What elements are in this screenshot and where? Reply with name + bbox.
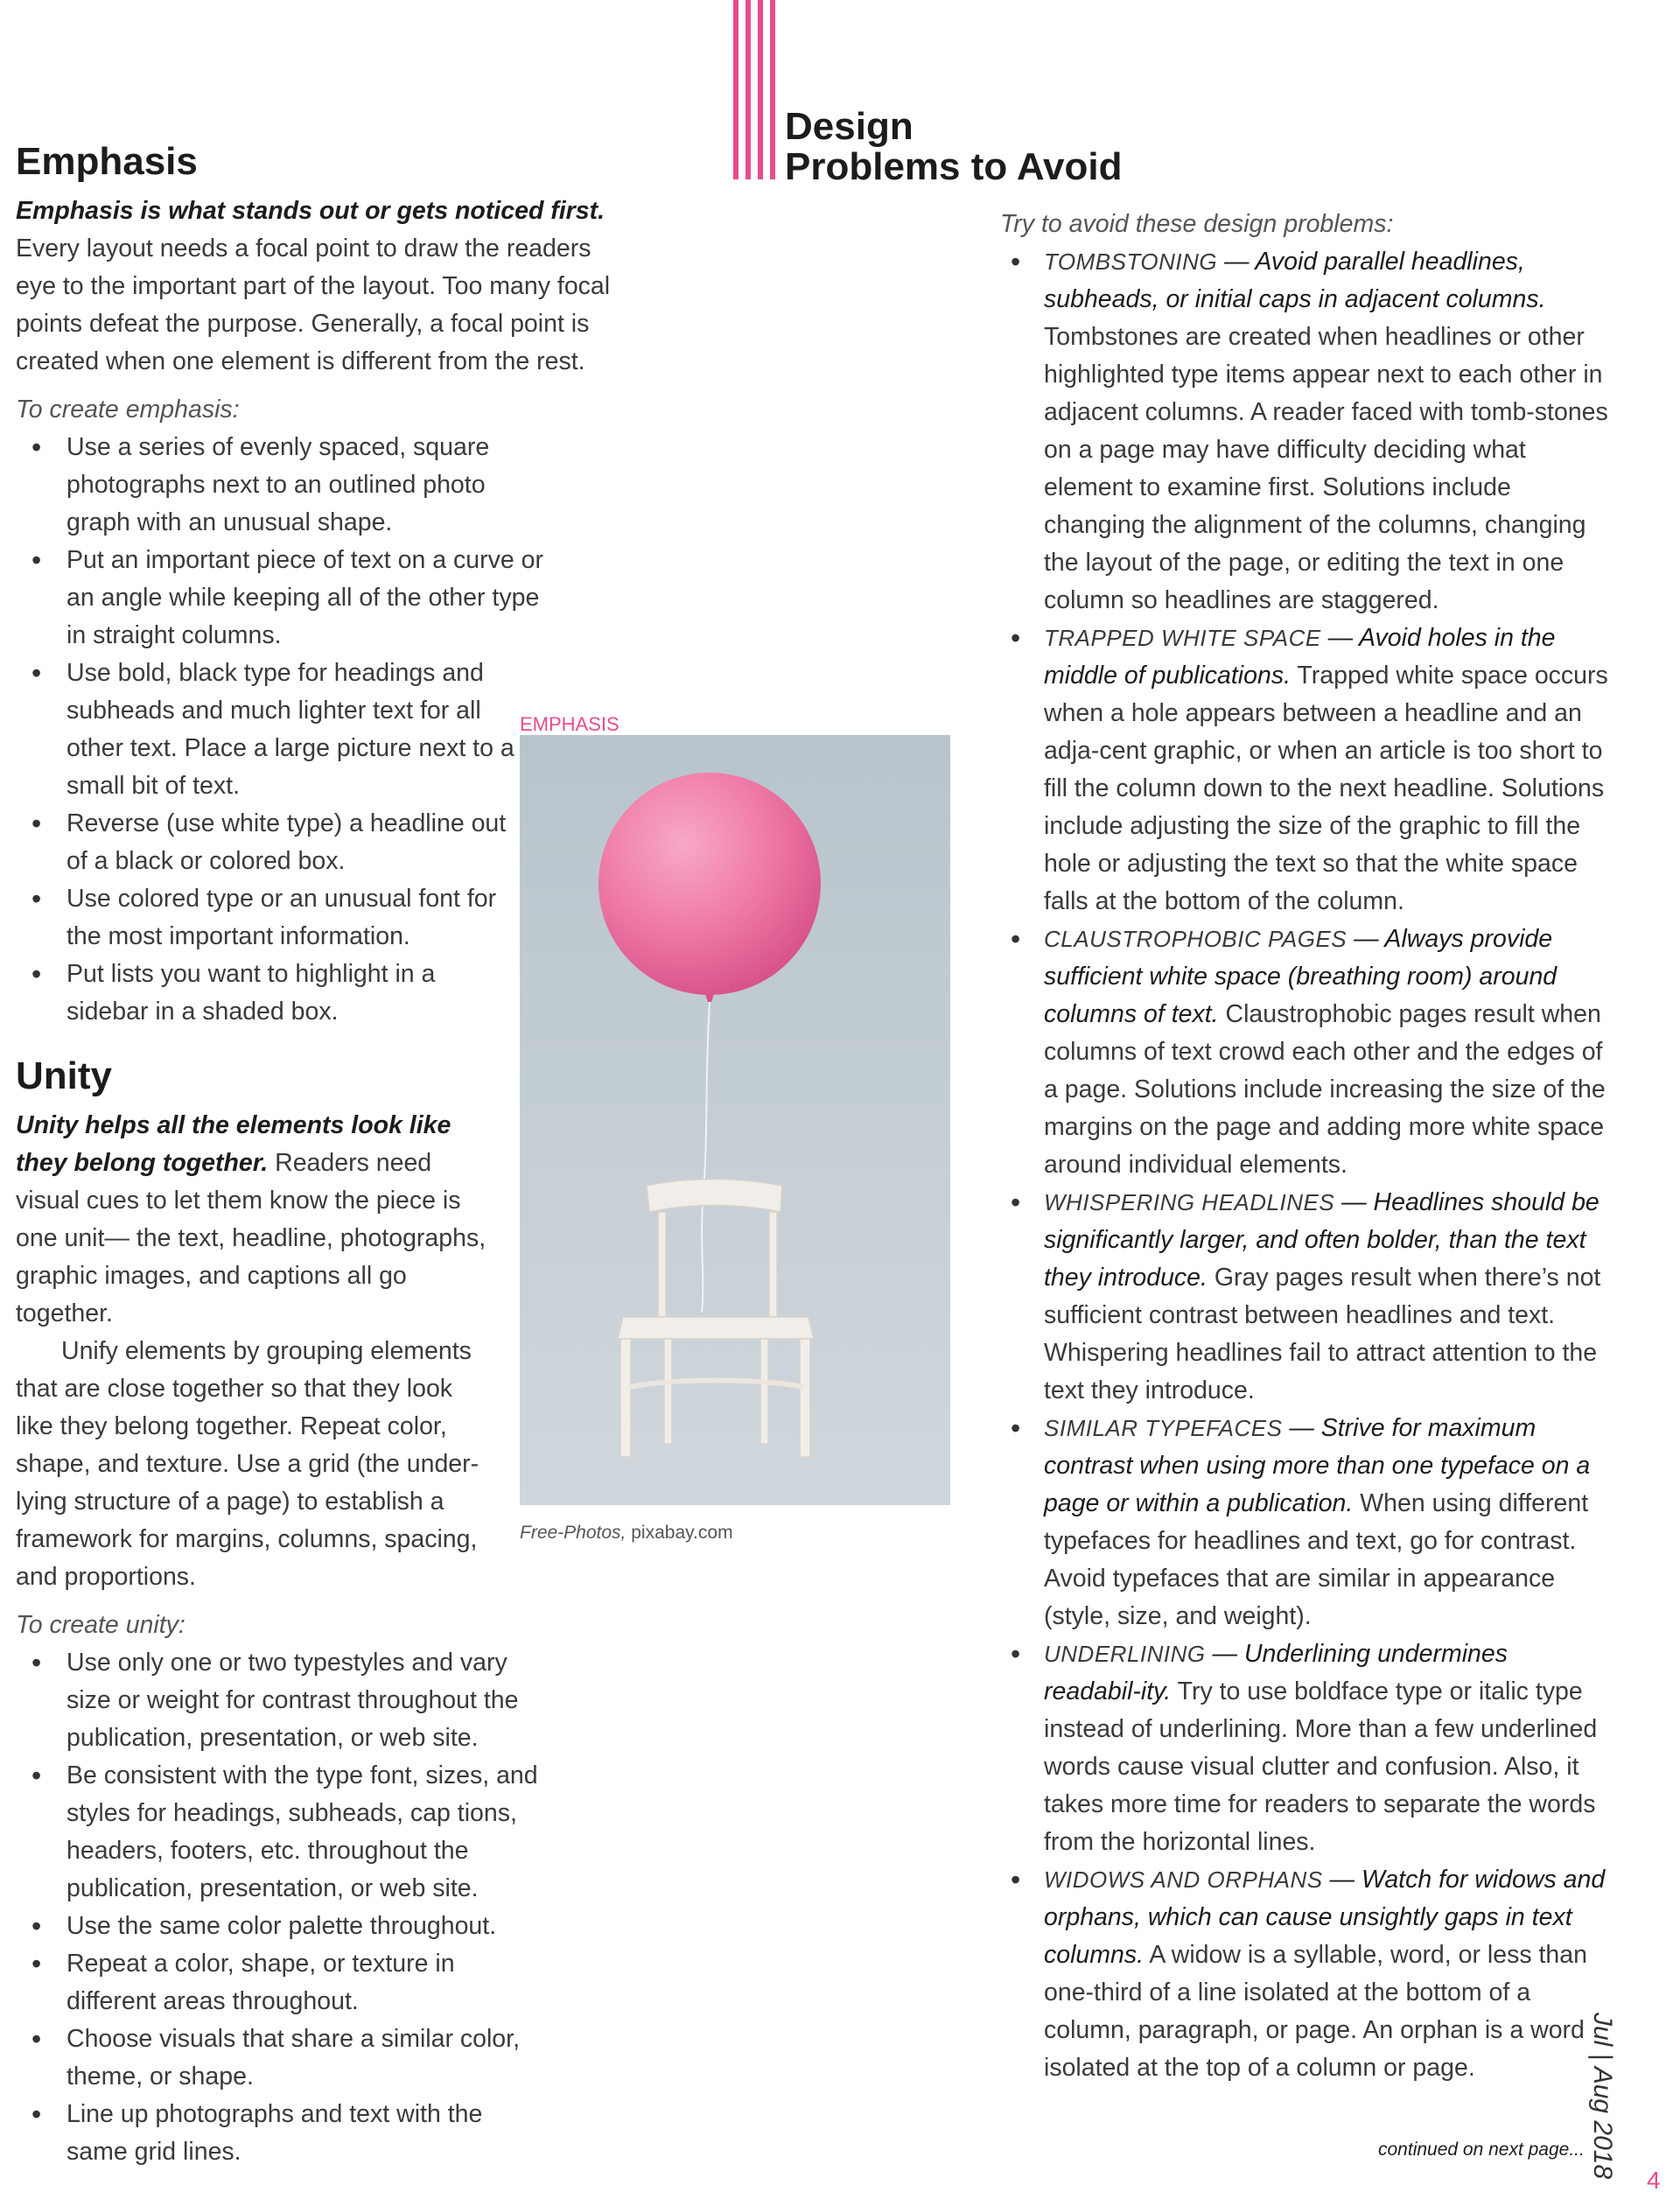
credit-site: pixabay.com	[631, 1523, 733, 1543]
unity-paragraph	[16, 1107, 488, 1333]
item-body: Gray pages result when there’s not sufficient contrast between headlines and text. Whispering headlines fail to attract attention to the text they introduce.	[1044, 1264, 1601, 1404]
emphasis-paragraph	[16, 193, 628, 381]
item-lead: — Watch for widows and orphans, which can cause unsightly gaps in text columns.	[1044, 1866, 1606, 1969]
photo-label: EMPHASIS	[520, 713, 620, 735]
accent-line-4	[770, 0, 775, 179]
unity-intro: To create unity:	[16, 1611, 186, 1639]
item-body: Claustrophobic pages result when columns of text crowd each other and the edges of a page. Solutions include increasing the size of the margins on the page and adding more white space around individual elements.	[1044, 1000, 1606, 1179]
unity-heading: Unity	[16, 1054, 112, 1097]
item-term: SIMILAR TYPEFACES	[1044, 1415, 1283, 1441]
credit-source: Free-Photos,	[520, 1523, 626, 1543]
emphasis-lead: Emphasis is what stands out or gets noticed first.	[16, 197, 606, 225]
item-term: CLAUSTROPHOBIC PAGES	[1044, 926, 1348, 952]
item-body: A widow is a syllable, word, or less than one-third of a line isolated at the bottom of a column, paragraph, or page. An orphan is a word isolated at the top of a column or page.	[1044, 1941, 1587, 2082]
design-list-item	[993, 243, 1610, 620]
item-lead: — Avoid holes in the middle of publications.	[1044, 624, 1556, 690]
design-list-item	[993, 1861, 1610, 2087]
unity-paragraph-2: Unify elements by grouping elements that are close together so that they look like they belong together. Repeat color, shape, and texture. Use a grid (the under-lying structure of a page) to establish a framework for margins, columns, spacing, and proportions.	[16, 1337, 480, 1591]
design-heading	[785, 107, 1122, 187]
balloon-chair-illustration	[520, 735, 950, 1505]
unity-list-item: • Repeat a color, shape, or texture in different areas throughout.	[16, 1945, 522, 2020]
item-lead: — Underlining undermines readabil-ity.	[1044, 1640, 1508, 1705]
emphasis-heading: Emphasis	[16, 140, 198, 183]
balloon-string	[702, 1002, 710, 1313]
design-heading-line2: Problems to Avoid	[785, 145, 1123, 188]
unity-list-item: • Line up photographs and text with the same grid lines.	[16, 2096, 522, 2171]
page-number: 4	[1647, 2167, 1661, 2194]
continued-note: continued on next page...	[1378, 2139, 1585, 2160]
photo-credit	[520, 1523, 733, 1544]
design-column	[993, 206, 1610, 2087]
emphasis-list-item: • Reverse (use white type) a headline out of a black or colored box.	[16, 805, 522, 880]
emphasis-list-item: • Use colored type or an unusual font for the most important information.	[16, 880, 522, 956]
item-term: TRAPPED WHITE SPACE	[1044, 625, 1321, 651]
issue-date: Jul | Aug 2018	[1588, 2013, 1617, 2180]
emphasis-list-item: • Use a series of evenly spaced, square photographs next to an outlined photo graph with an unusual shape.	[16, 429, 532, 542]
design-list-item	[993, 1184, 1610, 1410]
chair	[618, 1180, 814, 1458]
item-term: UNDERLINING	[1044, 1641, 1206, 1667]
item-lead: — Avoid parallel headlines, subheads, or initial caps in adjacent columns.	[1044, 248, 1546, 313]
design-list-item	[993, 921, 1610, 1184]
balloon-chair-photo	[520, 735, 950, 1505]
item-lead: — Strive for maximum contrast when using more than one typeface on a page or within a publication.	[1044, 1414, 1591, 1517]
design-list	[993, 243, 1610, 2087]
emphasis-list	[16, 429, 543, 1031]
unity-list-item: • Use only one or two typestyles and vary size or weight for contrast throughout the publication, presentation, or web site.	[16, 1644, 541, 1757]
design-list-item	[993, 620, 1610, 921]
item-body: Tombstones are created when headlines or other highlighted type items appear next to each other in adjacent columns. A reader faced with tomb-stones on a page may have difficulty deciding what element to examine first. Solutions include changing the alignment of the columns, changing the layout of the page, or editing the text in one column so headlines are staggered.	[1044, 323, 1608, 614]
design-list-item	[993, 1410, 1610, 1635]
item-term: WHISPERING HEADLINES	[1044, 1189, 1335, 1215]
unity-list-item: • Be consistent with the type font, sizes, and styles for headings, subheads, cap tions, headers, footers, etc. throughout the publication, presentation, or web site.	[16, 1757, 541, 1908]
emphasis-list-item: • Put lists you want to highlight in a sidebar in a shaded box.	[16, 956, 522, 1031]
item-lead: — Headlines should be significantly larger, and often bolder, than the text they introduce.	[1044, 1188, 1600, 1292]
design-heading-line1: Design	[785, 105, 914, 148]
accent-line-1	[733, 0, 738, 179]
item-body: Try to use boldface type or italic type instead of underlining. More than a few underlined words cause visual clutter and confusion. Also, it takes more time for readers to separate the words from the horizontal lines.	[1044, 1677, 1598, 1856]
unity-lead: Unity helps all the elements look like they belong together.	[16, 1111, 452, 1177]
emphasis-list-item: • Put an important piece of text on a curve or an angle while keeping all of the other type in straight columns.	[16, 542, 565, 655]
unity-list	[16, 1644, 541, 2171]
accent-line-2	[746, 0, 751, 179]
unity-list-item: • Choose visuals that share a similar color, theme, or shape.	[16, 2020, 541, 2096]
unity-list-item: • Use the same color palette throughout.	[16, 1908, 541, 1945]
item-term: WIDOWS AND ORPHANS	[1044, 1866, 1323, 1893]
design-list-item	[993, 1635, 1610, 1861]
item-term: TOMBSTONING	[1044, 249, 1218, 275]
item-body: Trapped white space occurs when a hole appears between a headline and an adja-cent graphic, or when an article is too short to fill the column down to the next headline. Solutions include adjusting the size of the graphic to fill the hole or adjusting the text so that the white space falls at the bottom of the column.	[1044, 662, 1608, 915]
accent-line-3	[758, 0, 763, 179]
balloon	[598, 773, 821, 995]
emphasis-list-item: • Use bold, black type for headings and subheads and much lighter text for all other text. Place a large picture next to a small bit of text.	[16, 655, 522, 805]
emphasis-body: Every layout needs a focal point to draw the readers eye to the important part of the layout. Too many focal points defeat the purpose. Generally, a focal point is created when one element is different from the rest.	[16, 235, 611, 375]
balloon-knot	[705, 994, 714, 1002]
emphasis-intro: To create emphasis:	[16, 396, 240, 424]
unity-body: Readers need visual cues to let them know the piece is one unit— the text, headline, photographs, graphic images, and captions all go together.	[16, 1149, 486, 1327]
unity-column	[16, 1107, 538, 2171]
design-intro: Try to avoid these design problems:	[1000, 210, 1394, 238]
item-lead: — Always provide sufficient white space (breathing room) around columns of text.	[1044, 925, 1558, 1028]
item-body: When using different typefaces for headlines and text, go for contrast. Avoid typefaces that are similar in appearance (style, size, and weight).	[1044, 1489, 1589, 1630]
